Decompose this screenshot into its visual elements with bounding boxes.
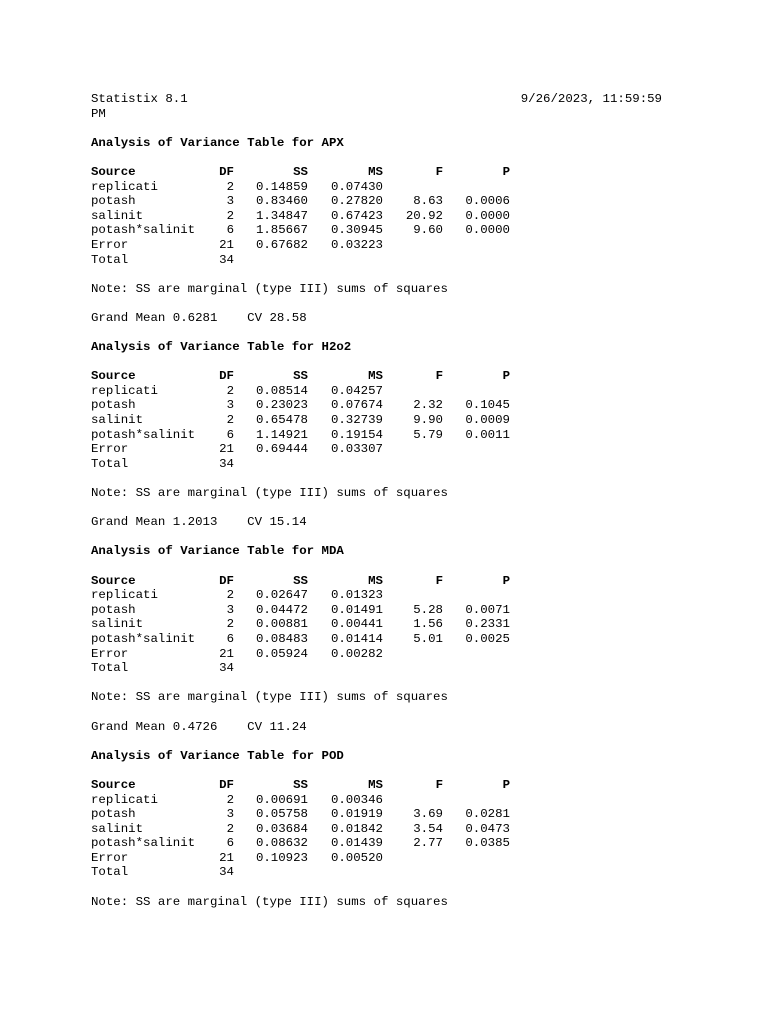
- cell-ss: 0.00881: [255, 617, 308, 632]
- cell-ss: 0.08514: [255, 383, 308, 398]
- table-row: [91, 428, 510, 443]
- cell-f: 1.56: [413, 617, 443, 632]
- section-title: Analysis of Variance Table for MDA: [91, 544, 344, 559]
- column-header-f: F: [435, 573, 443, 588]
- cell-df: 3: [226, 194, 234, 209]
- cell-p: [443, 588, 510, 603]
- cell-source: potash*salinit: [91, 223, 196, 238]
- column-header-df: DF: [219, 777, 234, 792]
- cell-p: 0.0025: [465, 631, 510, 646]
- grand-mean-cv: Grand Mean 0.4726 CV 11.24: [91, 719, 307, 734]
- table-row: [91, 822, 510, 837]
- column-header-ms: MS: [368, 777, 383, 792]
- cell-ms: 0.04257: [330, 383, 383, 398]
- anova-section: [91, 136, 671, 340]
- column-header-p: P: [502, 369, 510, 384]
- cell-ms: [308, 661, 383, 676]
- cell-p: [443, 865, 510, 880]
- column-header-ss: SS: [293, 369, 308, 384]
- cell-df: 34: [219, 252, 234, 267]
- cell-source: replicati: [91, 588, 158, 603]
- cell-f: [383, 442, 443, 457]
- cell-f: [383, 865, 443, 880]
- cell-source: Total: [91, 865, 129, 880]
- table-row: [91, 617, 510, 632]
- cell-source: potash: [91, 398, 136, 413]
- table-row: [91, 384, 510, 399]
- cell-ss: 0.67682: [255, 237, 308, 252]
- cell-source: Error: [91, 442, 129, 457]
- cell-p: 0.1045: [465, 398, 510, 413]
- cell-df: 21: [219, 646, 234, 661]
- cell-source: potash*salinit: [91, 836, 196, 851]
- cell-p: 0.0281: [465, 807, 510, 822]
- cell-f: 3.54: [413, 821, 443, 836]
- cell-source: Error: [91, 237, 129, 252]
- cell-ms: 0.03307: [330, 442, 383, 457]
- ss-note: Note: SS are marginal (type III) sums of squares: [91, 486, 448, 501]
- column-header-f: F: [435, 777, 443, 792]
- column-header-source: Source: [91, 369, 136, 384]
- cell-f: 2.32: [413, 398, 443, 413]
- cell-source: salinit: [91, 821, 144, 836]
- cell-p: 0.0009: [465, 413, 510, 428]
- column-header-ss: SS: [293, 164, 308, 179]
- section-title: Analysis of Variance Table for APX: [91, 135, 344, 150]
- cell-source: Error: [91, 850, 129, 865]
- cell-ms: 0.19154: [330, 427, 383, 442]
- cell-f: [383, 588, 443, 603]
- cell-p: 0.0473: [465, 821, 510, 836]
- cell-ms: 0.27820: [330, 194, 383, 209]
- cell-ms: 0.00346: [330, 792, 383, 807]
- cell-p: [443, 457, 510, 472]
- cell-source: Total: [91, 456, 129, 471]
- cell-df: 2: [226, 792, 234, 807]
- cell-p: 0.0006: [465, 194, 510, 209]
- cell-ms: 0.07430: [330, 179, 383, 194]
- anova-table: [91, 574, 510, 676]
- cell-ss: [234, 457, 308, 472]
- cell-df: 3: [226, 602, 234, 617]
- table-row: [91, 223, 510, 238]
- cell-f: 3.69: [413, 807, 443, 822]
- table-row: [91, 413, 510, 428]
- table-row: [91, 661, 510, 676]
- cell-f: [383, 253, 443, 268]
- cell-df: 21: [219, 442, 234, 457]
- ss-note: Note: SS are marginal (type III) sums of squares: [91, 281, 448, 296]
- cell-df: 3: [226, 398, 234, 413]
- cell-ss: 0.23023: [255, 398, 308, 413]
- cell-df: 21: [219, 237, 234, 252]
- cell-p: 0.2331: [465, 617, 510, 632]
- cell-df: 2: [226, 617, 234, 632]
- cell-ss: 0.00691: [255, 792, 308, 807]
- cell-ss: 0.05924: [255, 646, 308, 661]
- column-header-p: P: [502, 573, 510, 588]
- cell-ms: 0.32739: [330, 413, 383, 428]
- cell-df: 34: [219, 661, 234, 676]
- cell-ss: 0.03684: [255, 821, 308, 836]
- cell-f: 8.63: [413, 194, 443, 209]
- cell-f: [383, 661, 443, 676]
- table-header-row: [91, 574, 510, 589]
- grand-mean-cv: Grand Mean 0.6281 CV 28.58: [91, 310, 307, 325]
- cell-f: [383, 647, 443, 662]
- cell-df: 2: [226, 179, 234, 194]
- report-page: [91, 92, 671, 909]
- report-datetime: 9/26/2023, 11:59:59: [520, 92, 662, 106]
- column-header-ms: MS: [368, 573, 383, 588]
- cell-f: 5.01: [413, 631, 443, 646]
- table-row: [91, 209, 510, 224]
- table-row: [91, 194, 510, 209]
- column-header-ss: SS: [293, 573, 308, 588]
- cell-f: [383, 238, 443, 253]
- anova-section: [91, 749, 671, 910]
- cell-f: [383, 851, 443, 866]
- cell-ms: 0.07674: [330, 398, 383, 413]
- column-header-source: Source: [91, 777, 136, 792]
- cell-df: 6: [226, 631, 234, 646]
- column-header-df: DF: [219, 164, 234, 179]
- cell-p: [443, 238, 510, 253]
- table-row: [91, 588, 510, 603]
- cell-source: salinit: [91, 208, 144, 223]
- anova-table: [91, 369, 510, 471]
- cell-f: [383, 180, 443, 195]
- app-name: Statistix 8.1: [91, 92, 188, 106]
- table-row: [91, 807, 510, 822]
- cell-ms: 0.03223: [330, 237, 383, 252]
- cell-p: [443, 384, 510, 399]
- cell-source: Total: [91, 661, 129, 676]
- section-title: Analysis of Variance Table for H2o2: [91, 340, 352, 355]
- anova-table: [91, 165, 510, 267]
- cell-ms: 0.67423: [330, 208, 383, 223]
- cell-p: 0.0000: [465, 208, 510, 223]
- cell-f: 20.92: [405, 208, 443, 223]
- column-header-df: DF: [219, 369, 234, 384]
- cell-f: 2.77: [413, 836, 443, 851]
- column-header-source: Source: [91, 164, 136, 179]
- cell-ss: [234, 253, 308, 268]
- column-header-ms: MS: [368, 164, 383, 179]
- table-header-row: [91, 369, 510, 384]
- cell-df: 34: [219, 865, 234, 880]
- table-row: [91, 180, 510, 195]
- cell-ss: 0.08632: [255, 836, 308, 851]
- section-title: Analysis of Variance Table for POD: [91, 748, 344, 763]
- column-header-p: P: [502, 164, 510, 179]
- cell-df: 6: [226, 427, 234, 442]
- cell-ms: 0.01414: [330, 631, 383, 646]
- table-row: [91, 457, 510, 472]
- cell-source: Error: [91, 646, 129, 661]
- cell-source: potash: [91, 194, 136, 209]
- cell-p: [443, 180, 510, 195]
- anova-sections: [91, 136, 671, 909]
- cell-ss: 1.34847: [255, 208, 308, 223]
- cell-p: [443, 851, 510, 866]
- cell-f: 9.90: [413, 413, 443, 428]
- column-header-ms: MS: [368, 369, 383, 384]
- cell-source: potash*salinit: [91, 631, 196, 646]
- cell-ms: 0.00282: [330, 646, 383, 661]
- cell-df: 2: [226, 413, 234, 428]
- cell-ms: 0.01491: [330, 602, 383, 617]
- cell-ms: 0.00520: [330, 850, 383, 865]
- cell-ss: 0.69444: [255, 442, 308, 457]
- cell-f: 9.60: [413, 223, 443, 238]
- cell-p: 0.0011: [465, 427, 510, 442]
- table-row: [91, 793, 510, 808]
- cell-p: [443, 647, 510, 662]
- cell-ss: 0.08483: [255, 631, 308, 646]
- table-header-row: [91, 165, 510, 180]
- cell-source: replicati: [91, 792, 158, 807]
- cell-p: 0.0071: [465, 602, 510, 617]
- report-header: [91, 92, 671, 107]
- cell-ss: 1.85667: [255, 223, 308, 238]
- cell-f: [383, 457, 443, 472]
- cell-df: 6: [226, 223, 234, 238]
- column-header-f: F: [435, 164, 443, 179]
- cell-ss: 0.65478: [255, 413, 308, 428]
- table-row: [91, 632, 510, 647]
- ss-note: Note: SS are marginal (type III) sums of squares: [91, 894, 448, 909]
- cell-f: [383, 793, 443, 808]
- cell-source: salinit: [91, 617, 144, 632]
- table-row: [91, 836, 510, 851]
- cell-df: 3: [226, 807, 234, 822]
- grand-mean-cv: Grand Mean 1.2013 CV 15.14: [91, 515, 307, 530]
- cell-ms: 0.00441: [330, 617, 383, 632]
- cell-p: 0.0000: [465, 223, 510, 238]
- table-row: [91, 442, 510, 457]
- cell-ss: 0.04472: [255, 602, 308, 617]
- table-header-row: [91, 778, 510, 793]
- cell-df: 2: [226, 383, 234, 398]
- anova-section: [91, 544, 671, 748]
- cell-ss: 0.83460: [255, 194, 308, 209]
- cell-p: [443, 442, 510, 457]
- cell-source: salinit: [91, 413, 144, 428]
- column-header-df: DF: [219, 573, 234, 588]
- table-row: [91, 851, 510, 866]
- cell-source: replicati: [91, 383, 158, 398]
- cell-p: [443, 253, 510, 268]
- column-header-source: Source: [91, 573, 136, 588]
- cell-ss: [234, 865, 308, 880]
- cell-df: 21: [219, 850, 234, 865]
- table-row: [91, 865, 510, 880]
- cell-ms: 0.30945: [330, 223, 383, 238]
- table-row: [91, 603, 510, 618]
- cell-ms: 0.01439: [330, 836, 383, 851]
- cell-p: 0.0385: [465, 836, 510, 851]
- table-row: [91, 253, 510, 268]
- app-name-continuation: PM: [91, 106, 106, 121]
- table-row: [91, 398, 510, 413]
- anova-section: [91, 340, 671, 544]
- cell-ss: 1.14921: [255, 427, 308, 442]
- cell-f: 5.79: [413, 427, 443, 442]
- column-header-ss: SS: [293, 777, 308, 792]
- cell-source: Total: [91, 252, 129, 267]
- cell-source: potash: [91, 602, 136, 617]
- cell-ms: [308, 253, 383, 268]
- ss-note: Note: SS are marginal (type III) sums of squares: [91, 690, 448, 705]
- table-row: [91, 647, 510, 662]
- cell-f: [383, 384, 443, 399]
- cell-df: 2: [226, 588, 234, 603]
- cell-source: replicati: [91, 179, 158, 194]
- cell-ss: 0.10923: [255, 850, 308, 865]
- cell-p: [443, 793, 510, 808]
- cell-ms: [308, 865, 383, 880]
- cell-df: 2: [226, 821, 234, 836]
- anova-table: [91, 778, 510, 880]
- cell-df: 2: [226, 208, 234, 223]
- cell-ms: 0.01842: [330, 821, 383, 836]
- cell-ss: [234, 661, 308, 676]
- cell-source: potash*salinit: [91, 427, 196, 442]
- column-header-f: F: [435, 369, 443, 384]
- cell-p: [443, 661, 510, 676]
- cell-ms: 0.01323: [330, 588, 383, 603]
- cell-df: 34: [219, 456, 234, 471]
- cell-ss: 0.14859: [255, 179, 308, 194]
- table-row: [91, 238, 510, 253]
- cell-ss: 0.02647: [255, 588, 308, 603]
- column-header-p: P: [502, 777, 510, 792]
- cell-df: 6: [226, 836, 234, 851]
- cell-ss: 0.05758: [255, 807, 308, 822]
- cell-source: potash: [91, 807, 136, 822]
- cell-f: 5.28: [413, 602, 443, 617]
- cell-ms: 0.01919: [330, 807, 383, 822]
- cell-ms: [308, 457, 383, 472]
